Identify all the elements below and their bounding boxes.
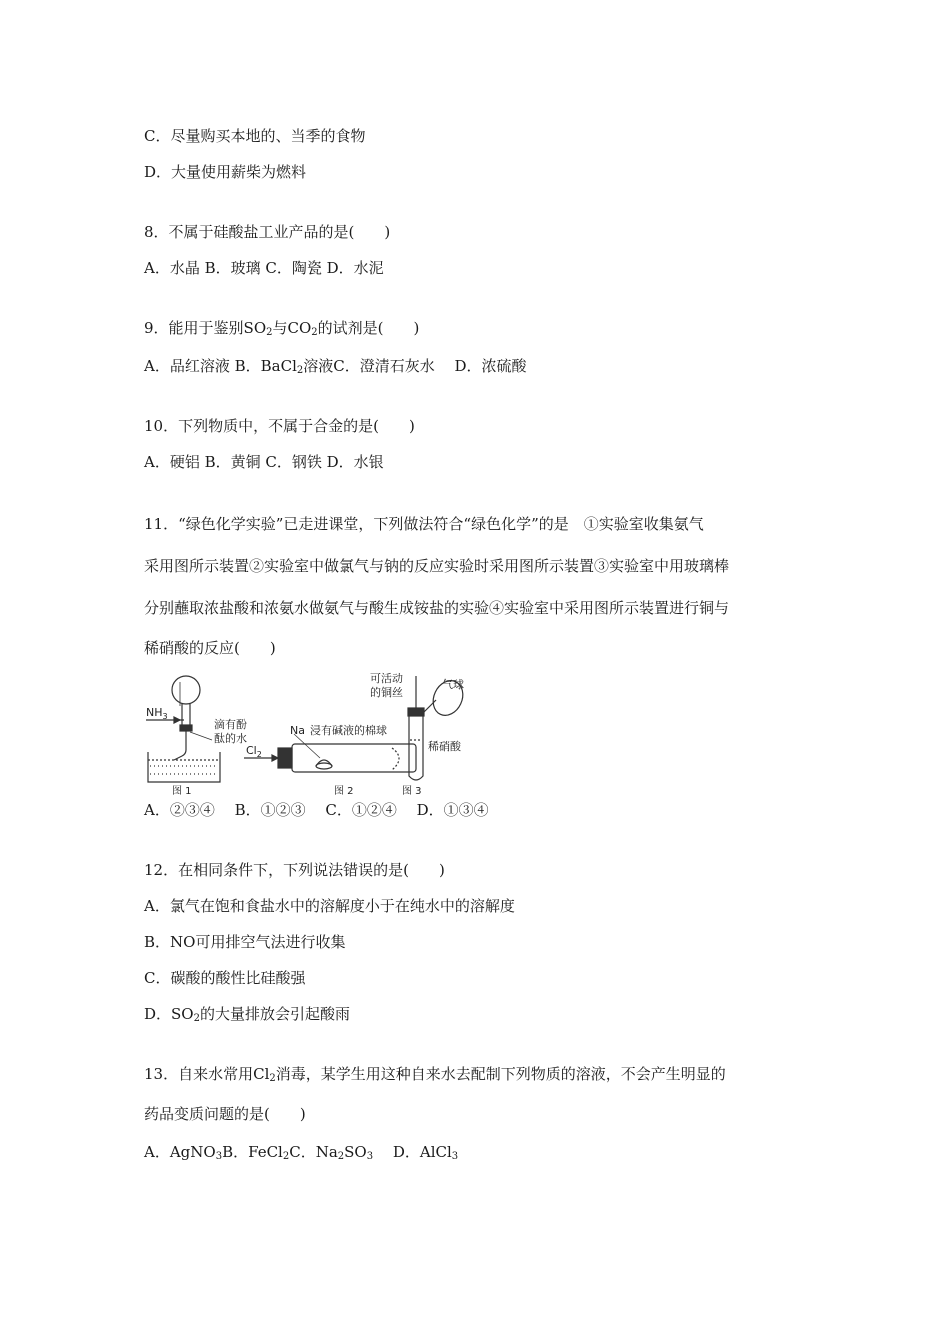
question-12-stem: 12．在相同条件下，下列说法错误的是( ) (144, 861, 445, 879)
fig3-acid-label: 稀硝酸 (428, 740, 461, 753)
fig2-na-label: Na (290, 724, 305, 737)
subscript: 2 (311, 327, 318, 338)
fig3-caption: 图 3 (402, 786, 422, 797)
subscript: 3 (366, 1151, 374, 1162)
subscript: 3 (451, 1151, 459, 1162)
question-13-line-1 (144, 1064, 726, 1084)
fig2-label: 浸有碱液的棉球 (310, 724, 387, 737)
question-9-options (144, 356, 527, 376)
question-8-stem: 8．不属于硅酸盐工业产品的是( ) (144, 223, 391, 241)
fig3-balloon-label: 气球 (442, 678, 464, 691)
question-11-options: A．②③④ B．①②③ C．①②④ D．①③④ (144, 801, 489, 819)
figure-2 (244, 734, 416, 772)
question-11-line-4: 稀硝酸的反应( ) (144, 639, 276, 657)
subscript: 2 (269, 1073, 276, 1084)
question-11-figures (144, 670, 484, 798)
question-13-line-2: 药品变质问题的是( ) (144, 1105, 306, 1123)
fig3-label-b: 的铜丝 (370, 686, 403, 699)
fig1-label-b: 酞的水 (214, 732, 247, 745)
question-12-option-c: C．碳酸的酸性比硅酸强 (144, 969, 306, 987)
fig1-gas-label: $NH_3$ (146, 706, 168, 721)
question-10-options: A．硬铝 B．黄铜 C．钢铁 D．水银 (144, 453, 384, 471)
question-12-option-d (144, 1004, 350, 1024)
q13-part: 13．自来水常用Cl (144, 1065, 270, 1083)
q13-part: 消毒，某学生用这种自来水去配制下列物质的溶液，不会产生明显的 (275, 1065, 726, 1083)
question-13-options (144, 1142, 458, 1162)
q9-option-part: A．品红溶液 B．BaCl (144, 357, 297, 375)
q9-stem-part: 9．能用于鉴别SO (144, 319, 267, 337)
apparatus-diagram (144, 670, 484, 798)
subscript: 2 (266, 327, 273, 338)
q12-option-d-part: D．SO (144, 1005, 194, 1023)
question-7-option-d: D．大量使用薪柴为燃料 (144, 163, 307, 181)
q13-option-part: B．FeCl (222, 1143, 283, 1161)
fig2-gas-label: $Cl_2$ (246, 744, 262, 759)
q13-option-part: A．AgNO (144, 1143, 216, 1161)
fig2-caption: 图 2 (334, 786, 354, 797)
q9-stem-part: 的试剂是( ) (317, 319, 420, 337)
question-11-line-3: 分别蘸取浓盐酸和浓氨水做氨气与酸生成铵盐的实验④实验室中采用图所示装置进行铜与 (144, 599, 730, 617)
q9-stem-part: 与CO (272, 319, 312, 337)
subscript: 3 (215, 1151, 223, 1162)
question-7-option-c: C．尽量购买本地的、当季的食物 (144, 127, 366, 145)
fig1-label-a: 滴有酚 (214, 718, 247, 731)
figure-3 (408, 676, 468, 780)
subscript: 2 (337, 1151, 345, 1162)
question-10-stem: 10．下列物质中，不属于合金的是( ) (144, 417, 415, 435)
figure-1 (146, 676, 220, 782)
subscript: 2 (193, 1013, 200, 1024)
q12-option-d-part: 的大量排放会引起酸雨 (199, 1005, 350, 1023)
q9-option-part: 溶液C．澄清石灰水 D．浓硫酸 (303, 357, 527, 375)
question-8-options: A．水晶 B．玻璃 C．陶瓷 D．水泥 (144, 259, 384, 277)
q13-option-part: D．AlCl (373, 1143, 452, 1161)
question-11-line-1: 11．“绿色化学实验”已走进课堂，下列做法符合“绿色化学”的是 ①实验室收集氨气 (144, 515, 704, 533)
question-12-option-b: B．NO可用排空气法进行收集 (144, 933, 346, 951)
subscript: 2 (296, 365, 304, 376)
fig3-label-a: 可活动 (370, 672, 403, 685)
q13-option-part: SO (344, 1143, 367, 1161)
fig1-caption: 图 1 (172, 786, 192, 797)
question-12-option-a: A．氯气在饱和食盐水中的溶解度小于在纯水中的溶解度 (144, 897, 515, 915)
q13-option-part: C．Na (289, 1143, 338, 1161)
question-9-stem (144, 318, 419, 338)
subscript: 2 (282, 1151, 290, 1162)
question-11-line-2: 采用图所示装置②实验室中做氯气与钠的反应实验时采用图所示装置③实验室中用玻璃棒 (144, 557, 730, 575)
